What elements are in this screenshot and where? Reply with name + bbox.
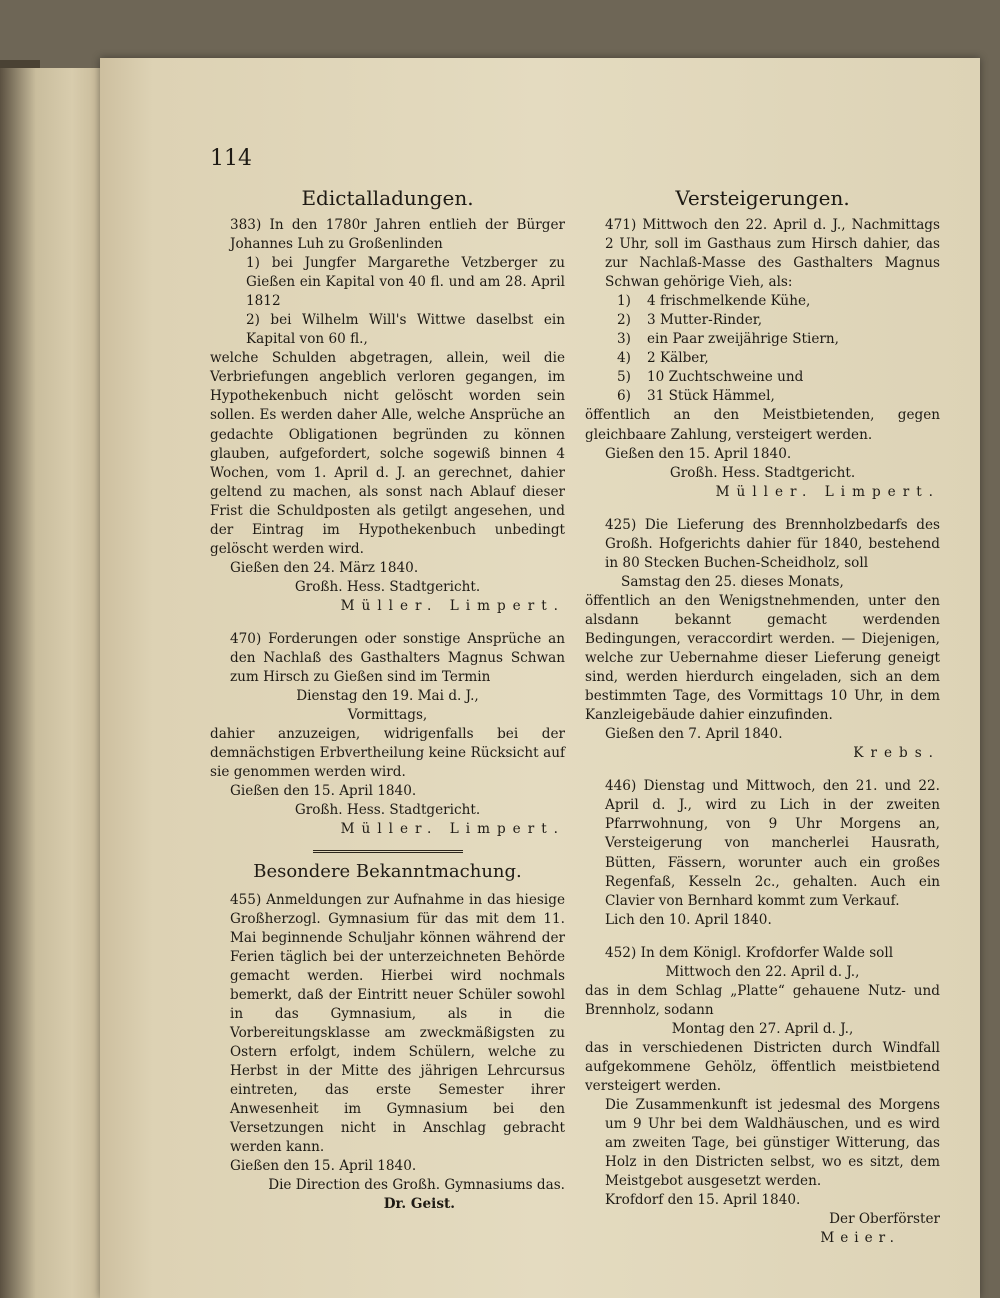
notice-471-item bbox=[585, 311, 940, 330]
notice-471-item-text: 2 Kälber, bbox=[647, 350, 709, 367]
notice-383-body: welche Schulden abgetragen, allein, weil die Verbriefungen angeblich verloren gegangen, im Hypothekenbuch nicht gelöscht worden sein sollen. Es werden daher Alle, welche Ansprüche an gedachte Obligationen begründen zu können glauben, aufgefordert, solche sogewiß binnen 4 Wochen, vom 1. April d. J. an gerechnet, dahier geltend zu machen, als sonst nach Ablauf dieser Frist die Schuldposten als getilgt angesehen, und der Eintrag im Hypothekenbuch unbedingt gelöscht werden wird. bbox=[210, 350, 565, 557]
notice-446 bbox=[585, 777, 940, 929]
notice-471-date: Gießen den 15. April 1840. bbox=[605, 445, 792, 462]
left-column bbox=[210, 186, 565, 1214]
notice-452-date: Krofdorf den 15. April 1840. bbox=[605, 1192, 801, 1209]
page-number: 114 bbox=[210, 146, 252, 171]
notice-446-body: 446) Dienstag und Mittwoch, den 21. und 22. April d. J., wird zu Lich in der zweiten Pfarrwohnung, von 9 Uhr Morgens an, Versteigerung von mancherlei Hausrath, Bütten, Fässern, worunter auch ein großes Regenfaß, Kesseln 2c., gehalten. Auch ein Clavier von Bernhard kommt zum Verkauf. bbox=[605, 778, 940, 909]
notice-471-item-list bbox=[585, 292, 940, 406]
notice-452-middle: das in dem Schlag „Platte“ gehauene Nutz- und Brennholz, sodann bbox=[585, 982, 940, 1018]
notice-471-item bbox=[585, 349, 940, 368]
right-column bbox=[585, 186, 940, 1248]
notice-425-termin: Samstag den 25. dieses Monats, bbox=[621, 573, 844, 590]
notice-452-termin-1: Mittwoch den 22. April d. J., bbox=[665, 963, 860, 980]
notice-471-item-text: 31 Stück Hämmel, bbox=[647, 388, 775, 405]
notice-470-signature: Müller. Limpert. bbox=[340, 821, 565, 838]
notice-471-item-text: 4 frischmelkende Kühe, bbox=[647, 293, 811, 310]
notice-470 bbox=[210, 630, 565, 840]
notice-425 bbox=[585, 516, 940, 764]
notice-471-intro: 471) Mittwoch den 22. April d. J., Nachmittags 2 Uhr, soll im Gasthaus zum Hirsch dahier, das zur Nachlaß-Masse des Gasthalters Magnus Schwan gehörige Vieh, als: bbox=[605, 217, 940, 291]
section-heading-edictalladungen: Edictalladungen. bbox=[301, 186, 474, 210]
notice-471-item-number: 6) bbox=[617, 388, 631, 405]
notice-383 bbox=[210, 216, 565, 616]
notice-471-item bbox=[585, 387, 940, 406]
notice-455-direction: Die Direction des Großh. Gymnasiums das. bbox=[268, 1177, 565, 1194]
notice-455 bbox=[210, 891, 565, 1215]
notice-471-item-text: 3 Mutter-Rinder, bbox=[647, 312, 763, 329]
notice-383-date: Gießen den 24. März 1840. bbox=[230, 559, 419, 576]
notice-471-item-number: 4) bbox=[617, 350, 631, 367]
notice-425-signature: Krebs. bbox=[853, 745, 940, 762]
notice-471 bbox=[585, 216, 940, 502]
notice-470-intro: 470) Forderungen oder sonstige Ansprüche an den Nachlaß des Gasthalters Magnus Schwan zum Hirsch zu Gießen sind im Termin bbox=[230, 630, 565, 686]
section-heading-versteigerungen: Versteigerungen. bbox=[675, 186, 850, 210]
notice-471-item-text: ein Paar zweijährige Stiern, bbox=[647, 331, 839, 348]
notice-452-body-2: Die Zusammenkunft ist jedesmal des Morgens um 9 Uhr bei dem Waldhäuschen, und es wird am zweiten Tage, bei günstiger Witterung, das Holz in den Districten selbst, wo es sitzt, dem Meistgebot ausgesetzt werden. bbox=[605, 1097, 940, 1190]
notice-452-termin-2: Montag den 27. April d. J., bbox=[671, 1020, 854, 1037]
notice-425-intro: 425) Die Lieferung des Brennholzbedarfs des Großh. Hofgerichts dahier für 1840, bestehend in 80 Stecken Buchen-Scheidholz, soll bbox=[605, 516, 940, 571]
notice-446-date: Lich den 10. April 1840. bbox=[605, 911, 772, 928]
notice-471-item-text: 10 Zuchtschweine und bbox=[647, 369, 804, 386]
notice-470-body: dahier anzuzeigen, widrigenfalls bei der demnächstigen Erbvertheilung keine Rücksicht auf sie genommen werden wird. bbox=[210, 726, 565, 781]
notice-383-court: Großh. Hess. Stadtgericht. bbox=[294, 578, 481, 595]
notice-452 bbox=[585, 944, 940, 1249]
notice-425-body: öffentlich an den Wenigstnehmenden, unter den alsdann bekannt gemacht werdenden Bedingungen, veraccordirt werden. — Diejenigen, welche zur Uebernahme dieser Lieferung geneigt sind, werden hierdurch eingeladen, sich an dem bestimmten Tage, des Vormittags 10 Uhr, in dem Kanzleigebäude dahier einzufinden. bbox=[585, 592, 940, 724]
notice-455-body: 455) Anmeldungen zur Aufnahme in das hiesige Großherzogl. Gymnasium für das mit dem 11. Mai beginnende Schuljahr können während der Ferien täglich bei der unterzeichneten Behörde gemacht werden. Hierbei wird nochmals bemerkt, daß der Eintritt neuer Schüler sowohl in das Gymnasium, als in die Vorbereitungsklasse am zweckmäßigsten zu Ostern erfolgt, indem Schülern, welche zu Herbst in der Mitte des jährigen Lehrcursus eintreten, das erste Semester ihrer Anwesenheit im Gymnasium bei den Versetzungen nicht in Anschlag gebracht werden kann. bbox=[230, 891, 565, 1156]
notice-383-intro: 383) In den 1780r Jahren entlieh der Bürger Johannes Luh zu Großenlinden bbox=[230, 217, 565, 253]
notice-455-date: Gießen den 15. April 1840. bbox=[230, 1158, 417, 1175]
section-heading-bekanntmachung: Besondere Bekanntmachung. bbox=[253, 860, 522, 882]
notice-471-item bbox=[585, 330, 940, 349]
notice-455-signature: Dr. Geist. bbox=[383, 1196, 455, 1213]
notice-425-date: Gießen den 7. April 1840. bbox=[605, 726, 783, 743]
notice-452-intro: 452) In dem Königl. Krofdorfer Walde soll bbox=[605, 944, 894, 961]
notice-452-signature: Meier. bbox=[820, 1230, 900, 1247]
notice-471-item bbox=[585, 292, 940, 311]
notice-470-court: Großh. Hess. Stadtgericht. bbox=[294, 802, 481, 819]
notice-383-item-1: 1) bei Jungfer Margarethe Vetzberger zu Gießen ein Kapital von 40 fl. und am 28. April 1812 bbox=[246, 255, 565, 310]
notice-471-signature: Müller. Limpert. bbox=[715, 483, 940, 500]
notice-471-item-number: 3) bbox=[617, 331, 631, 348]
notice-471-item-number: 2) bbox=[617, 312, 631, 329]
notice-471-item bbox=[585, 368, 940, 387]
notice-470-date: Gießen den 15. April 1840. bbox=[230, 783, 417, 800]
notice-471-item-number: 1) bbox=[617, 293, 631, 310]
notice-383-item-2: 2) bei Wilhelm Will's Wittwe daselbst ein Kapital von 60 fl., bbox=[246, 312, 565, 348]
notice-383-signature: Müller. Limpert. bbox=[340, 597, 565, 614]
notice-470-termin: Dienstag den 19. Mai d. J., bbox=[296, 688, 479, 705]
section-divider bbox=[313, 850, 463, 853]
notice-471-body: öffentlich an den Meistbietenden, gegen gleichbaare Zahlung, versteigert werden. bbox=[585, 407, 940, 443]
notice-452-title: Der Oberförster bbox=[829, 1211, 940, 1228]
notice-471-item-number: 5) bbox=[617, 369, 631, 386]
notice-452-body: das in verschiedenen Districten durch Windfall aufgekommene Gehölz, öffentlich meistbietend versteigert werden. bbox=[585, 1039, 940, 1095]
notice-471-court: Großh. Hess. Stadtgericht. bbox=[669, 464, 856, 481]
notice-470-vormittags: Vormittags, bbox=[347, 707, 428, 724]
